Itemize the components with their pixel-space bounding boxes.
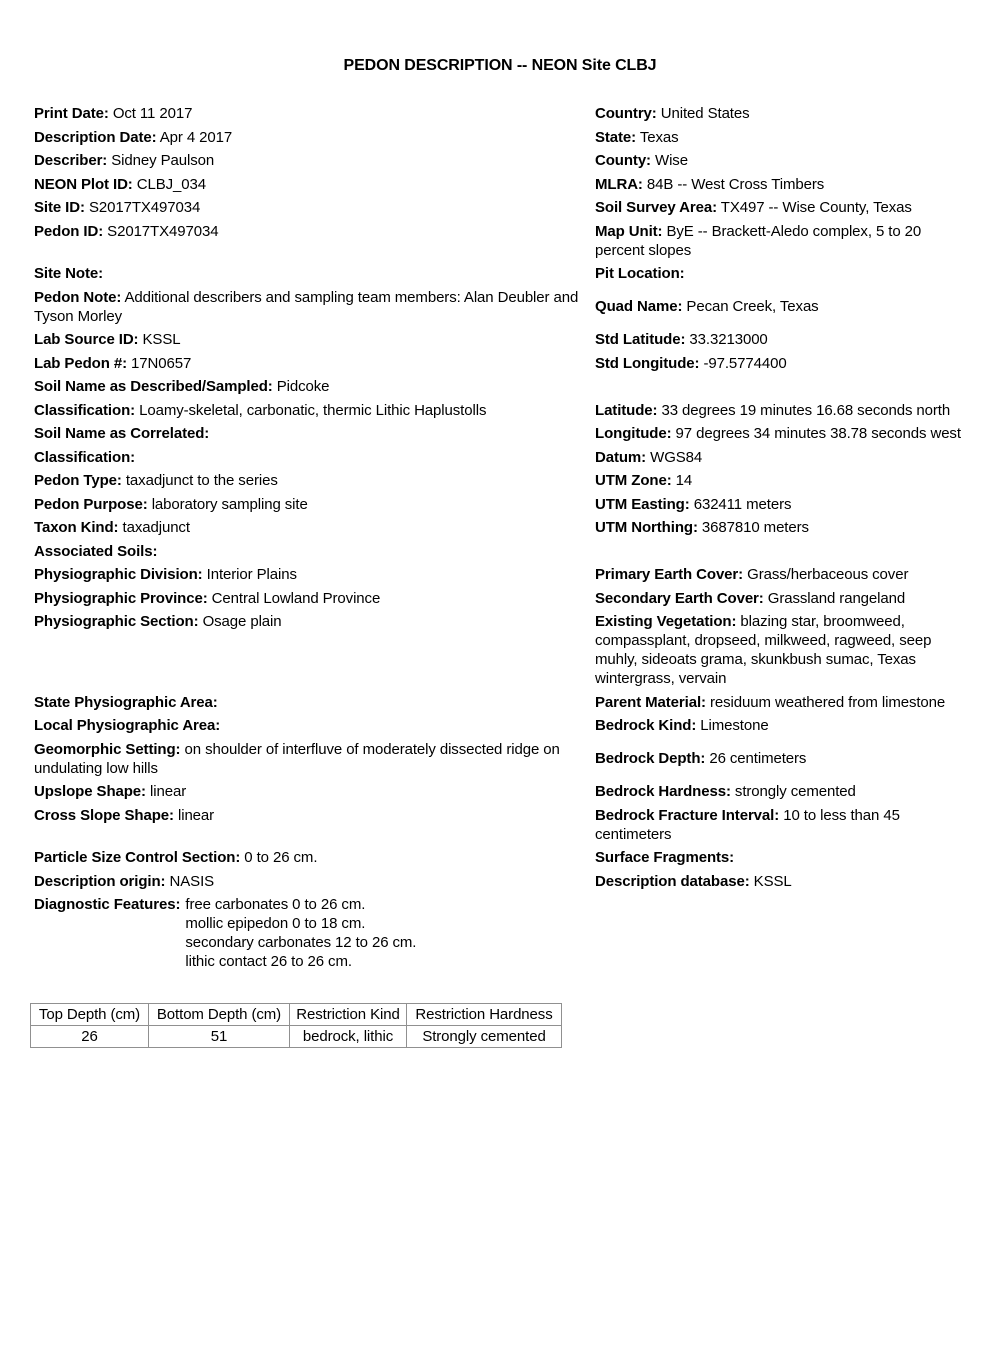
field-cell-right <box>595 540 970 564</box>
field-cell-right <box>595 102 970 126</box>
field-row <box>34 870 970 894</box>
field-cell-left <box>34 399 595 423</box>
field-cell-left <box>34 540 595 564</box>
field-cell-left <box>34 262 595 286</box>
field-label: Surface Fragments: <box>595 849 735 867</box>
field-row <box>34 714 970 738</box>
field-row <box>34 220 970 263</box>
field-label: Primary Earth Cover: <box>595 566 744 584</box>
field-cell-right <box>595 870 970 894</box>
field-cell-left <box>34 126 595 150</box>
field-value: 33.3213000 <box>685 331 768 349</box>
field-label: Bedrock Fracture Interval: <box>595 806 780 824</box>
field-label: Classification: <box>34 448 136 466</box>
field-label: Diagnostic Features: <box>34 896 181 914</box>
field-cell-right <box>595 126 970 150</box>
restriction-hardness: Strongly cemented <box>407 1025 562 1047</box>
restrictions-header-top-depth: Top Depth (cm) <box>31 1003 149 1025</box>
field-value-line: secondary carbonates 12 to 26 cm. <box>185 934 417 952</box>
field-label: Geomorphic Setting: <box>34 740 181 758</box>
field-row <box>34 173 970 197</box>
field-value: Interior Plains <box>202 566 297 584</box>
field-label: Parent Material: <box>595 693 706 711</box>
field-cell-left <box>34 610 595 691</box>
field-row <box>34 587 970 611</box>
field-row <box>34 422 970 446</box>
field-value: taxadjunct <box>118 519 190 537</box>
field-row <box>34 446 970 470</box>
field-cell-left <box>34 352 595 376</box>
field-label: Print Date: <box>34 105 109 123</box>
field-cell-right <box>595 399 970 423</box>
field-value: Wise <box>650 152 688 170</box>
field-cell-left <box>34 422 595 446</box>
field-cell-left <box>34 328 595 352</box>
field-value: 33 degrees 19 minutes 16.68 seconds north <box>657 401 951 419</box>
page-title: PEDON DESCRIPTION -- NEON Site CLBJ <box>343 57 657 74</box>
field-cell-right <box>595 422 970 446</box>
field-cell-right <box>595 149 970 173</box>
field-value: residuum weathered from limestone <box>705 693 946 711</box>
field-cell-right <box>595 780 970 804</box>
fields-body <box>34 102 970 974</box>
field-value: on shoulder of interfluve of moderately dissected ridge on undulating low hills <box>34 740 560 777</box>
field-label: Description database: <box>595 872 750 890</box>
field-label: Secondary Earth Cover: <box>595 589 764 607</box>
field-value: Apr 4 2017 <box>156 128 233 146</box>
field-cell-left <box>34 893 595 974</box>
field-cell-right <box>595 738 970 781</box>
field-cell-left <box>34 846 595 870</box>
field-value: S2017TX497034 <box>103 222 219 240</box>
field-cell-left <box>34 516 595 540</box>
field-label: Lab Source ID: <box>34 331 139 349</box>
field-label: Site Note: <box>34 265 104 283</box>
field-value: Limestone <box>696 717 769 735</box>
field-label: Taxon Kind: <box>34 519 119 537</box>
field-cell-right <box>595 714 970 738</box>
field-label: MLRA: <box>595 175 643 193</box>
field-label: UTM Zone: <box>595 472 672 490</box>
restriction-kind: bedrock, lithic <box>290 1025 407 1047</box>
field-cell-right <box>595 493 970 517</box>
field-value: Osage plain <box>198 613 282 631</box>
field-cell-right <box>595 352 970 376</box>
field-label: State: <box>595 128 637 146</box>
field-row <box>34 893 970 974</box>
field-row <box>34 540 970 564</box>
field-cell-left <box>34 102 595 126</box>
field-row <box>34 149 970 173</box>
field-cell-left <box>34 738 595 781</box>
field-label: Lab Pedon #: <box>34 354 127 372</box>
field-row <box>34 286 970 329</box>
field-value: Oct 11 2017 <box>108 105 193 123</box>
field-row <box>34 328 970 352</box>
field-row <box>34 493 970 517</box>
field-label: Physiographic Section: <box>34 613 199 631</box>
field-cell-right <box>595 220 970 263</box>
field-cell-right <box>595 516 970 540</box>
field-label: Description Date: <box>34 128 157 146</box>
field-cell-left <box>34 563 595 587</box>
field-cell-right <box>595 446 970 470</box>
field-label: Pedon Type: <box>34 472 122 490</box>
field-value: Pecan Creek, Texas <box>682 298 819 316</box>
field-row <box>34 126 970 150</box>
field-value: NASIS <box>165 872 215 890</box>
field-cell-left <box>34 587 595 611</box>
field-value: KSSL <box>138 331 181 349</box>
field-value-line: free carbonates 0 to 26 cm. <box>185 896 366 914</box>
field-row <box>34 352 970 376</box>
field-cell-right <box>595 587 970 611</box>
field-value: -97.5774400 <box>699 354 787 372</box>
field-cell-right <box>595 610 970 691</box>
field-value: 17N0657 <box>126 354 192 372</box>
field-value: Additional describers and sampling team members: Alan Deubler and Tyson Morley <box>34 288 579 325</box>
field-label: Bedrock Depth: <box>595 750 706 768</box>
field-value-line: lithic contact 26 to 26 cm. <box>185 953 352 971</box>
field-row <box>34 738 970 781</box>
field-cell-left <box>34 446 595 470</box>
field-row <box>34 262 970 286</box>
field-label: Std Latitude: <box>595 331 686 349</box>
field-value: taxadjunct to the series <box>121 472 278 490</box>
restriction-top-depth: 26 <box>31 1025 149 1047</box>
field-cell-right <box>595 893 970 974</box>
field-row <box>34 469 970 493</box>
restriction-bottom-depth: 51 <box>149 1025 290 1047</box>
field-cell-left <box>34 493 595 517</box>
restrictions-header-row <box>31 1003 562 1025</box>
field-label: UTM Northing: <box>595 519 698 537</box>
field-value: 3687810 meters <box>697 519 809 537</box>
field-label: Map Unit: <box>595 222 663 240</box>
field-cell-left <box>34 691 595 715</box>
field-label: State Physiographic Area: <box>34 693 218 711</box>
field-value: ByE -- Brackett-Aledo complex, 5 to 20 percent slopes <box>595 222 922 259</box>
field-row <box>34 804 970 847</box>
field-cell-right <box>595 469 970 493</box>
document-page <box>0 56 1000 1350</box>
field-label: Soil Name as Correlated: <box>34 425 210 443</box>
field-cell-left <box>34 286 595 329</box>
field-label: Classification: <box>34 401 136 419</box>
field-value: S2017TX497034 <box>84 199 201 217</box>
field-label: Longitude: <box>595 425 672 443</box>
field-label: NEON Plot ID: <box>34 175 133 193</box>
field-cell-right <box>595 563 970 587</box>
field-cell-right <box>595 173 970 197</box>
field-value: WGS84 <box>646 448 703 466</box>
field-value-line: mollic epipedon 0 to 18 cm. <box>185 915 366 933</box>
restrictions-table <box>30 1003 562 1048</box>
field-cell-right <box>595 804 970 847</box>
field-label: Site ID: <box>34 199 85 217</box>
restrictions-data-row <box>31 1025 562 1047</box>
field-label: Existing Vegetation: <box>595 613 737 631</box>
field-cell-left <box>34 149 595 173</box>
field-label: Quad Name: <box>595 298 683 316</box>
field-value: 84B -- West Cross Timbers <box>642 175 825 193</box>
restrictions-header-kind: Restriction Kind <box>290 1003 407 1025</box>
field-label: Local Physiographic Area: <box>34 717 221 735</box>
field-label: Pedon ID: <box>34 222 104 240</box>
field-value: 632411 meters <box>689 495 792 513</box>
pedon-fields-table <box>34 102 970 974</box>
field-value: 14 <box>671 472 693 490</box>
field-cell-left <box>34 714 595 738</box>
field-cell-left <box>34 469 595 493</box>
field-label: UTM Easting: <box>595 495 690 513</box>
field-value: Grassland rangeland <box>763 589 906 607</box>
field-label: Describer: <box>34 152 108 170</box>
field-cell-left <box>34 780 595 804</box>
field-label: Bedrock Hardness: <box>595 783 731 801</box>
field-label: Description origin: <box>34 872 166 890</box>
field-label: Physiographic Province: <box>34 589 208 607</box>
restrictions-header-bottom-depth: Bottom Depth (cm) <box>149 1003 290 1025</box>
field-cell-left <box>34 196 595 220</box>
field-row <box>34 516 970 540</box>
field-cell-right <box>595 846 970 870</box>
field-value: Texas <box>636 128 679 146</box>
field-value-lines <box>185 895 416 971</box>
field-value: strongly cemented <box>730 783 856 801</box>
field-value: Sidney Paulson <box>107 152 215 170</box>
field-row <box>34 196 970 220</box>
field-label: Particle Size Control Section: <box>34 849 241 867</box>
field-value: KSSL <box>749 872 792 890</box>
field-value: 10 to less than 45 centimeters <box>595 806 900 843</box>
field-cell-right <box>595 375 970 399</box>
field-cell-right <box>595 262 970 286</box>
field-label: Pedon Purpose: <box>34 495 148 513</box>
field-value: blazing star, broomweed, compassplant, dropseed, milkweed, ragweed, seep muhly, sideoats grama, skunkbush sumac, Texas wintergrass, vervain <box>595 613 932 688</box>
field-value: 26 centimeters <box>705 750 807 768</box>
field-label: Bedrock Kind: <box>595 717 697 735</box>
field-cell-right <box>595 286 970 329</box>
field-row <box>34 610 970 691</box>
field-value: 0 to 26 cm. <box>240 849 318 867</box>
field-cell-left <box>34 804 595 847</box>
field-value: 97 degrees 34 minutes 38.78 seconds west <box>671 425 961 443</box>
field-row <box>34 399 970 423</box>
field-value: Central Lowland Province <box>207 589 381 607</box>
field-label: Pit Location: <box>595 265 685 283</box>
field-value: TX497 -- Wise County, Texas <box>716 199 912 217</box>
field-value: Pidcoke <box>272 378 330 396</box>
field-label: Soil Survey Area: <box>595 199 717 217</box>
field-label: Std Longitude: <box>595 354 700 372</box>
field-value: linear <box>145 783 187 801</box>
field-label: Soil Name as Described/Sampled: <box>34 378 273 396</box>
field-row <box>34 563 970 587</box>
restrictions-header-hardness: Restriction Hardness <box>407 1003 562 1025</box>
field-label: Latitude: <box>595 401 658 419</box>
field-row <box>34 691 970 715</box>
field-value: laboratory sampling site <box>147 495 308 513</box>
field-label: County: <box>595 152 651 170</box>
field-cell-left <box>34 220 595 263</box>
field-label: Datum: <box>595 448 647 466</box>
field-row <box>34 102 970 126</box>
field-cell-left <box>34 173 595 197</box>
field-row <box>34 846 970 870</box>
field-value: Loamy-skeletal, carbonatic, thermic Lithic Haplustolls <box>135 401 487 419</box>
field-value: Grass/herbaceous cover <box>743 566 909 584</box>
field-cell-left <box>34 375 595 399</box>
field-row <box>34 780 970 804</box>
field-label: Country: <box>595 105 657 123</box>
field-label: Pedon Note: <box>34 288 122 306</box>
field-cell-left <box>34 870 595 894</box>
field-value: CLBJ_034 <box>132 175 207 193</box>
field-cell-right <box>595 196 970 220</box>
field-value: United States <box>656 105 750 123</box>
field-label: Upslope Shape: <box>34 783 146 801</box>
field-value: linear <box>173 806 215 824</box>
field-label: Cross Slope Shape: <box>34 806 174 824</box>
field-label: Associated Soils: <box>34 542 158 560</box>
field-cell-right <box>595 328 970 352</box>
field-row <box>34 375 970 399</box>
field-cell-right <box>595 691 970 715</box>
field-label: Physiographic Division: <box>34 566 203 584</box>
